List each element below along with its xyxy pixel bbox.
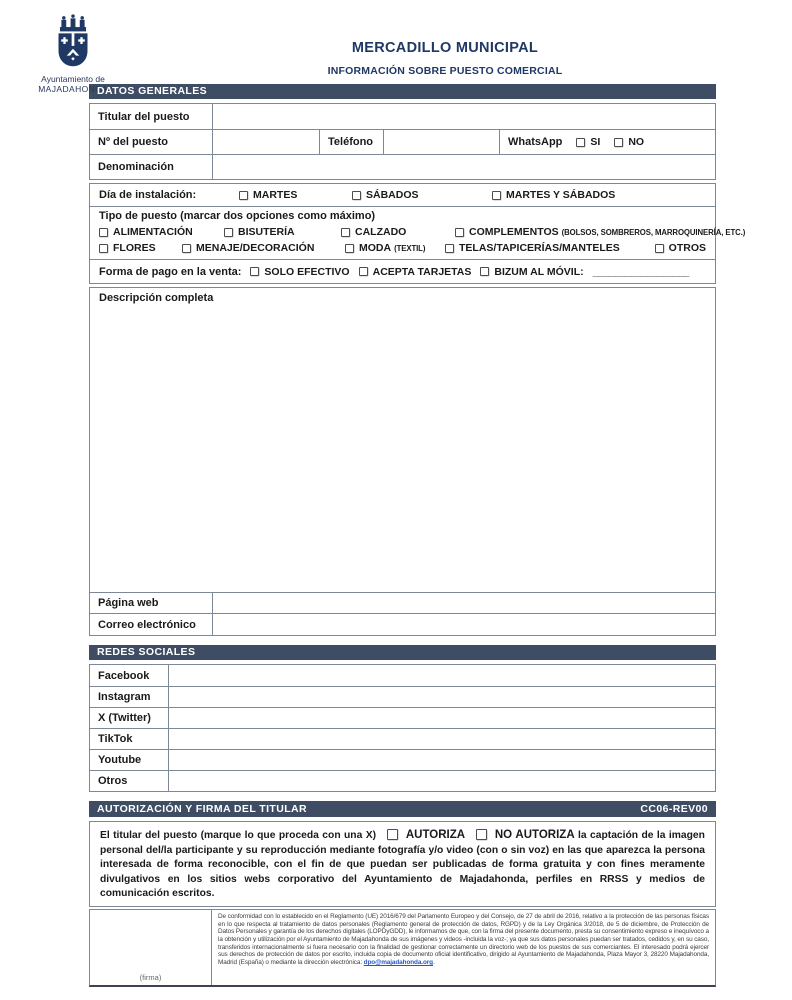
autorizacion-box: [89, 821, 716, 907]
youtube-input[interactable]: [168, 750, 715, 770]
otros-redes-input[interactable]: [168, 771, 715, 791]
legal-cell: [212, 910, 715, 985]
checkbox-solo-efectivo[interactable]: [250, 267, 259, 276]
tiktok-label: TikTok: [98, 733, 133, 745]
otros-redes-label: Otros: [98, 775, 128, 787]
forma-pago-label: Forma de pago en la venta:: [99, 265, 242, 278]
whatsapp-si-label: SI: [590, 136, 601, 148]
autorizacion-intro: El titular del puesto (marque lo que proceda con una X): [100, 830, 377, 841]
section-header-redes-sociales: [89, 645, 716, 660]
facebook-input[interactable]: [168, 665, 715, 686]
legal-body: De conformidad con lo establecido en el Reglamento (UE) 2016/679 del Parlamento Europeo y del Consejo, de 27 de abril de 2016, relativo a la protección de las personas físicas en lo que respecta al tratamiento de datos personales (Reglamento general de protección de datos, RGPD) y de la Ley Orgánica 3/2018, de 5 de diciembre, de Protección de Datos Personales y garantía de los derechos digitales (LOPDyGDD), le informamos de que, con la firma del presente documento, presta su consentimiento expreso e inequívoco a la obtención y utilización por el Ayuntamiento de Majadahonda de sus imágenes y videos -incluida la voz-; ya que sus datos personales puedan ser tratados, cedidos y, en su caso, transferidos internacionalmente si fuera necesario con la finalidad de gestionar correctamente un directorio web de los puestos de sus comerciantes. El interesado podrá ejercer sus derechos de protección de datos por escrito, incluida copia de documento oficial identificativo, dirigido al Ayuntamiento de Majadahonda, Plaza Mayor 3, 28220 Majadahonda, Madrid (España) o mediante la dirección electrónica:: [218, 913, 709, 967]
dia-martes-label: MARTES: [253, 189, 298, 201]
telefono-label: Teléfono: [328, 136, 374, 148]
firma-area[interactable]: [90, 910, 212, 985]
tiktok-input[interactable]: [168, 729, 715, 749]
whatsapp-label: WhatsApp: [508, 136, 563, 148]
denominacion-input[interactable]: [212, 155, 715, 179]
dia-instalacion-box: [89, 183, 716, 207]
table-row: [90, 665, 715, 686]
datos-table: [89, 103, 716, 180]
checkbox-alimentacion[interactable]: [99, 228, 108, 237]
checkbox-menaje-decoracion[interactable]: [182, 244, 191, 253]
tipo-flores-label: FLORES: [113, 242, 156, 254]
checkbox-flores[interactable]: [99, 244, 108, 253]
document-code-badge: CC06-REV00: [640, 803, 708, 815]
form-content: [89, 84, 746, 987]
tipo-complementos-label: COMPLEMENTOS: [469, 226, 559, 238]
table-row: [90, 686, 715, 707]
checkbox-otros-tipo[interactable]: [655, 244, 664, 253]
autoriza-label: AUTORIZA: [405, 829, 466, 841]
legal-end: .: [432, 959, 435, 967]
tipo-alimentacion-label: ALIMENTACIÓN: [113, 226, 193, 238]
pagina-web-input[interactable]: [212, 593, 715, 613]
tipo-moda-label: MODA: [359, 242, 392, 254]
dia-martes-y-sabados-label: MARTES Y SÁBADOS: [506, 189, 616, 201]
no-autoriza-label: NO AUTORIZA: [494, 829, 575, 841]
majadahonda-crest-icon: [50, 14, 96, 72]
tipo-puesto-box: [89, 207, 746, 260]
x-twitter-input[interactable]: [168, 708, 715, 728]
instagram-input[interactable]: [168, 687, 715, 707]
pago-bizum-label: BIZUM AL MÓVIL:: [494, 265, 584, 278]
org-name-line2: MAJADAHONDA: [38, 84, 108, 95]
checkbox-complementos[interactable]: [455, 228, 464, 237]
telefono-input[interactable]: [383, 130, 499, 154]
table-row: [90, 104, 715, 129]
page-title: MERCADILLO MUNICIPAL: [351, 40, 539, 56]
tipo-menaje-label: MENAJE/DECORACIÓN: [196, 242, 315, 254]
tipo-otros-label: OTROS: [668, 242, 706, 254]
table-row: [90, 728, 715, 749]
correo-label: Correo electrónico: [98, 618, 196, 631]
titular-input[interactable]: [212, 104, 715, 129]
numero-puesto-label: Nº del puesto: [98, 136, 169, 148]
table-row: [90, 770, 715, 791]
section-title: DATOS GENERALES: [97, 85, 208, 97]
firma-legal-table: [89, 909, 716, 987]
facebook-label: Facebook: [98, 669, 150, 682]
checkbox-acepta-tarjetas[interactable]: [359, 267, 368, 276]
checkbox-martes[interactable]: [239, 191, 248, 200]
checkbox-whatsapp-no[interactable]: [614, 138, 623, 147]
table-row: [90, 129, 715, 154]
tipo-moda-note: (TEXTIL): [394, 243, 426, 253]
checkbox-calzado[interactable]: [341, 228, 350, 237]
tipo-puesto-row1: [99, 226, 746, 238]
whatsapp-no-label: NO: [628, 136, 645, 148]
checkbox-moda[interactable]: [345, 244, 354, 253]
table-row: [90, 592, 715, 613]
instagram-label: Instagram: [98, 691, 151, 703]
org-name-line1: Ayuntamiento de: [41, 74, 105, 84]
descripcion-table: [89, 287, 716, 636]
firma-label: (firma): [139, 973, 162, 983]
dia-instalacion-row: [90, 184, 715, 206]
x-twitter-label: X (Twitter): [98, 712, 151, 724]
denominacion-label: Denominación: [98, 161, 174, 173]
rgpd-legal-text: [218, 913, 709, 967]
dia-instalacion-label: Día de instalación:: [99, 189, 197, 201]
checkbox-no-autoriza[interactable]: [476, 829, 487, 840]
tipo-puesto-label: Tipo de puesto (marcar dos opciones como máximo): [99, 210, 376, 222]
tipo-bisuteria-label: BISUTERÍA: [238, 226, 295, 238]
whatsapp-cell: [499, 130, 715, 154]
page-subtitle: INFORMACIÓN SOBRE PUESTO COMERCIAL: [327, 65, 563, 77]
correo-input[interactable]: [212, 614, 715, 635]
logo-block: [8, 14, 138, 95]
section-header-autorizacion: [89, 801, 716, 817]
section-header-datos-generales: [89, 84, 716, 99]
autorizacion-text: la captación de la imagen personal del/la participante y su reproducción mediante fotografía y/o video (con o sin voz) en las que aparezca la persona interesada de forma reconocible, con el fin de que puedan ser publicadas de forma gratuita y con fines meramente divulgativos en los sitios webs corporativo del Ayuntamiento de Majadahonda, perfiles en RRSS y medios de comunicación escritos.: [100, 830, 705, 900]
autorizacion-paragraph: [100, 827, 705, 902]
pago-solo-efectivo-label: SOLO EFECTIVO: [264, 265, 350, 278]
checkbox-telas-tapicerias-manteles[interactable]: [445, 244, 454, 253]
checkbox-bisuteria[interactable]: [224, 228, 233, 237]
tipo-telas-label: TELAS/TAPICERÍAS/MANTELES: [459, 242, 620, 254]
checkbox-martes-y-sabados[interactable]: [492, 191, 501, 200]
table-row: [90, 154, 715, 179]
descripcion-input[interactable]: [90, 288, 715, 592]
redes-table: [89, 664, 716, 792]
youtube-label: Youtube: [98, 754, 142, 766]
checkbox-whatsapp-si[interactable]: [576, 138, 585, 147]
tipo-complementos-note: (BOLSOS, SOMBREROS, MARROQUINERÍA, ETC.): [561, 227, 746, 237]
checkbox-autoriza[interactable]: [387, 829, 398, 840]
table-row: [90, 613, 715, 635]
titular-label: Titular del puesto: [98, 110, 190, 123]
numero-puesto-input[interactable]: [212, 130, 319, 154]
bizum-movil-blank[interactable]: __________________: [592, 265, 689, 278]
tipo-calzado-label: CALZADO: [355, 226, 407, 238]
section-title: REDES SOCIALES: [97, 646, 196, 658]
table-row: [90, 707, 715, 728]
dpo-email-link[interactable]: dpo@majadahonda.org: [363, 959, 433, 967]
dia-sabados-label: SÁBADOS: [366, 189, 419, 201]
table-row: [90, 749, 715, 770]
forma-pago-row: [90, 260, 715, 283]
section-title: AUTORIZACIÓN Y FIRMA DEL TITULAR: [97, 803, 307, 815]
pagina-web-label: Página web: [98, 597, 159, 609]
pago-acepta-tarjetas-label: ACEPTA TARJETAS: [372, 265, 472, 278]
checkbox-bizum[interactable]: [480, 267, 489, 276]
checkbox-sabados[interactable]: [352, 191, 361, 200]
forma-pago-box: [89, 260, 716, 284]
tipo-puesto-row2: [99, 242, 706, 254]
descripcion-label: Descripción completa: [99, 292, 214, 304]
title-block: [138, 14, 792, 84]
